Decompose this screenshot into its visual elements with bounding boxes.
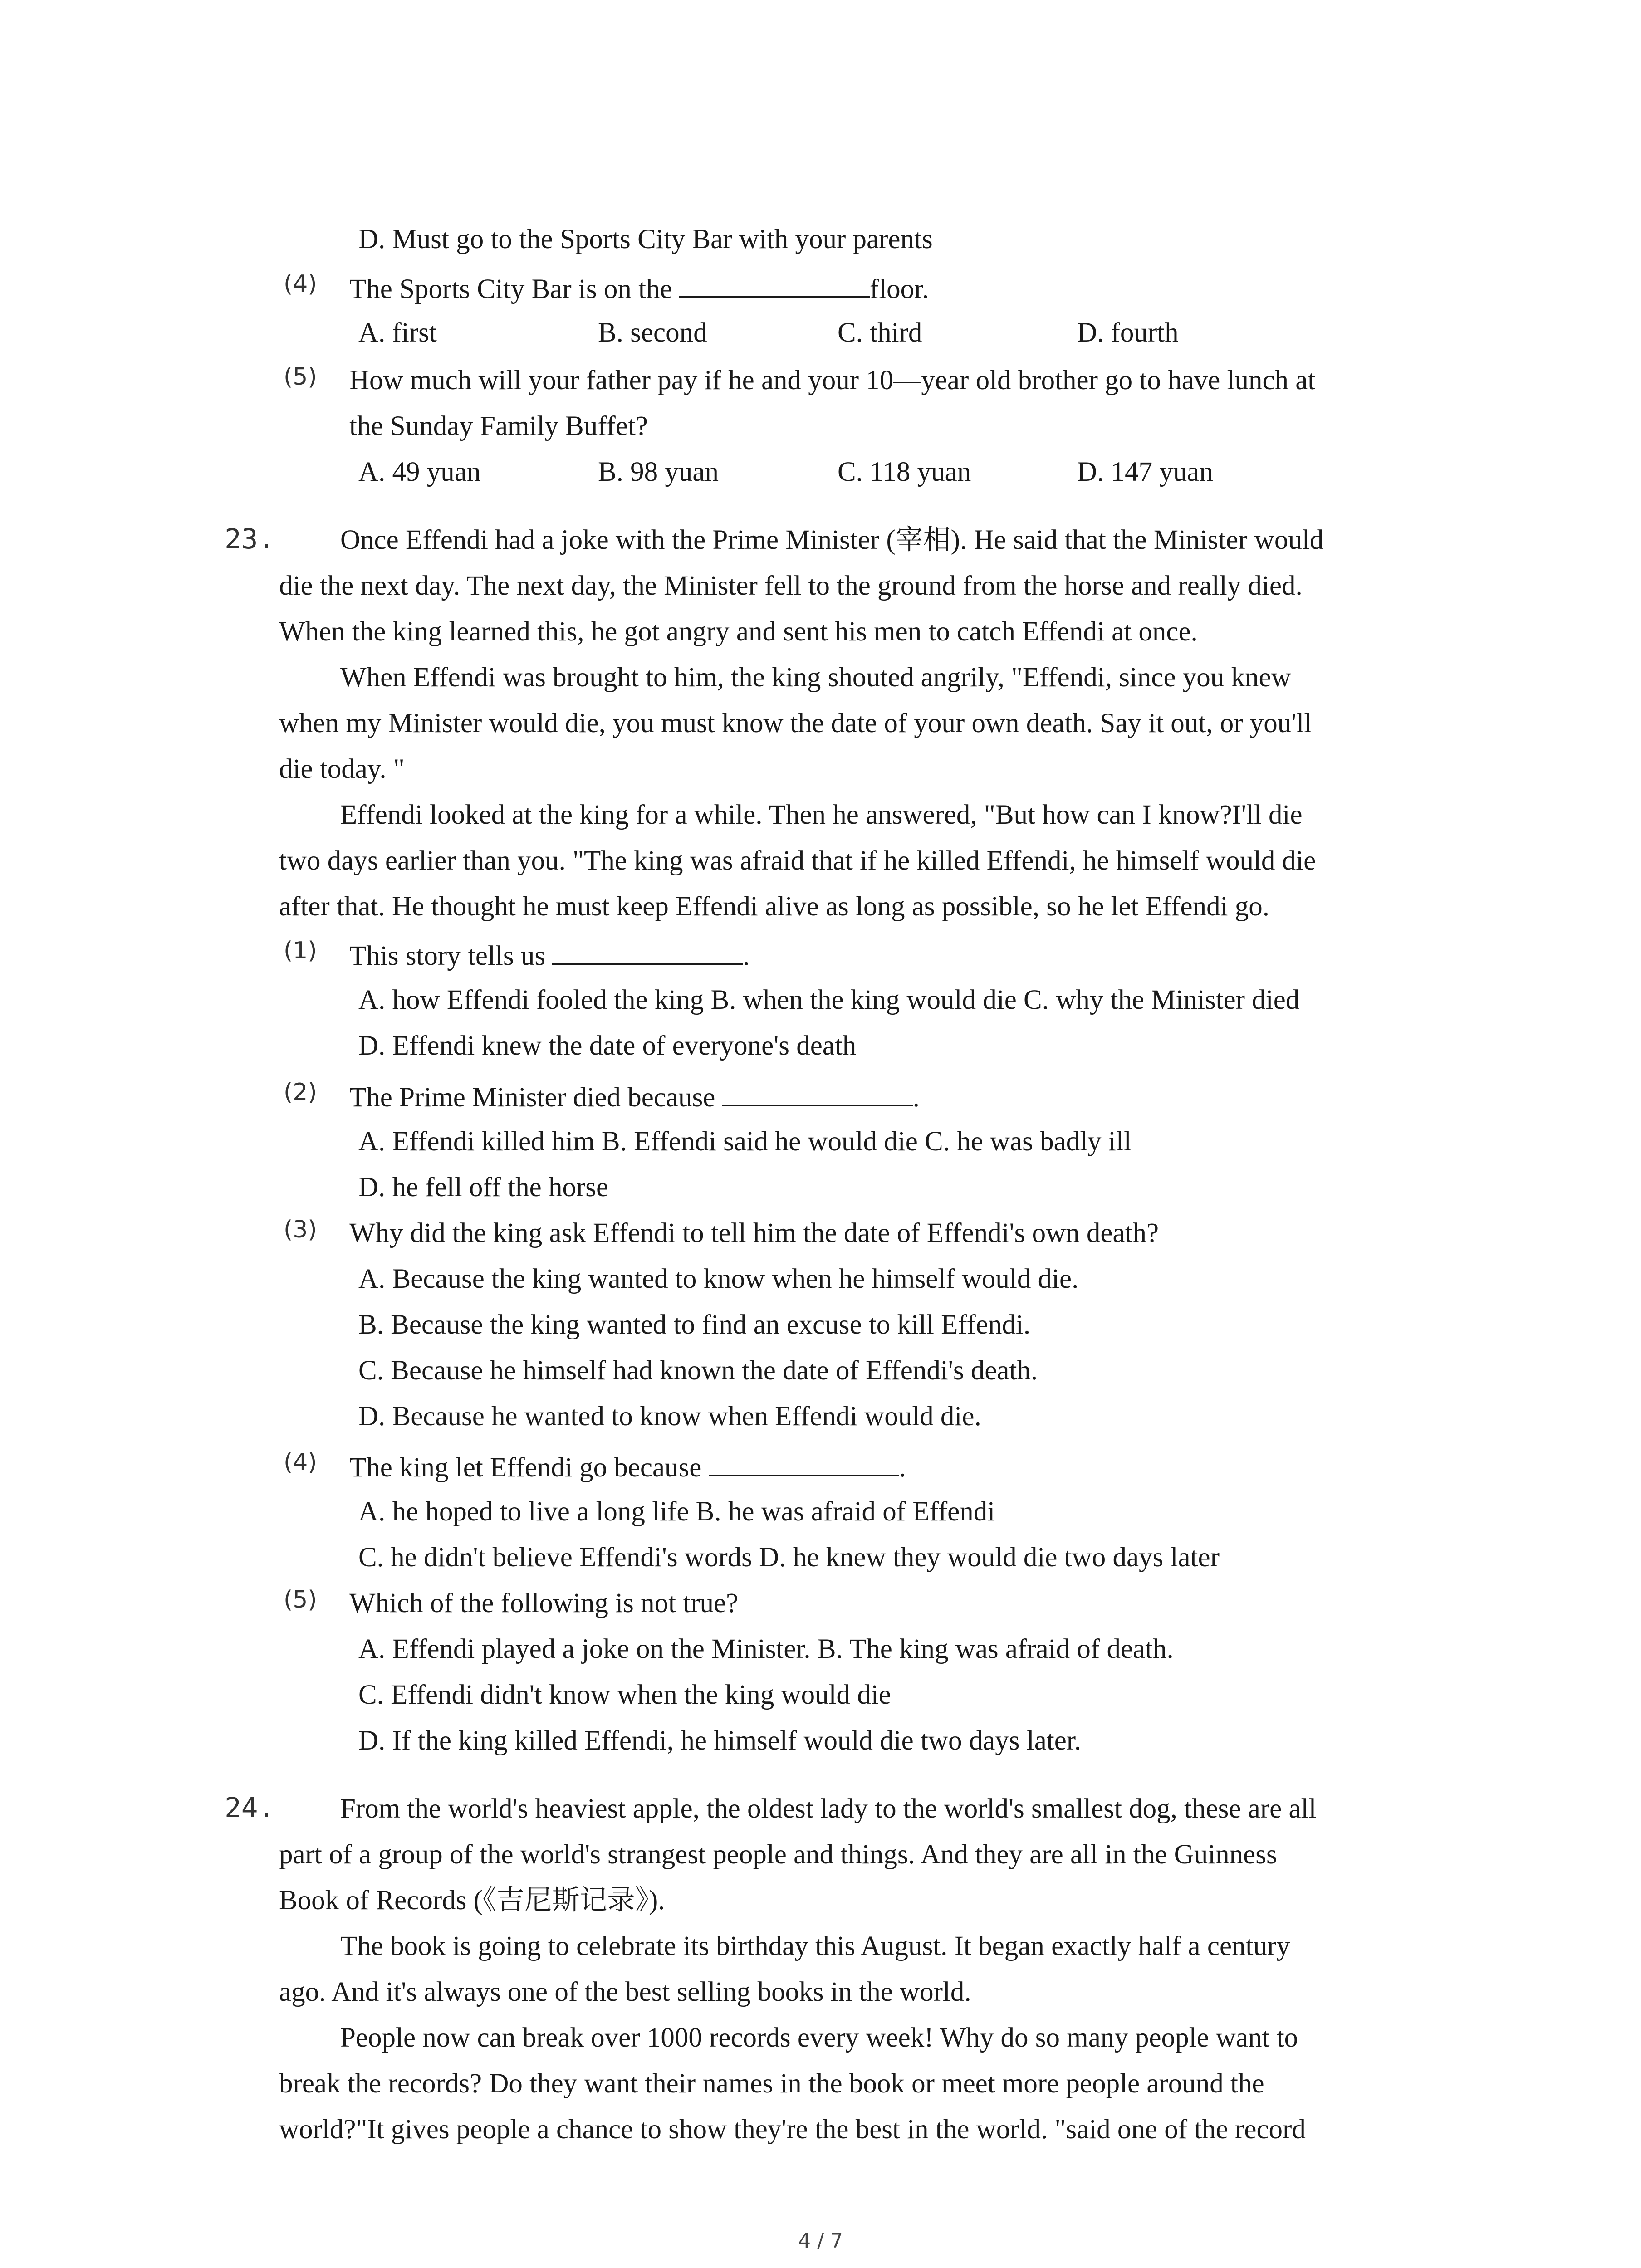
q23-4-stem-text: The king let Effendi go because xyxy=(349,1452,709,1483)
q23-1-options-line2: D. Effendi knew the date of everyone's death xyxy=(358,1031,857,1061)
q23-passage-line: Effendi looked at the king for a while. Then he answered, "But how can I know?I'll die xyxy=(340,800,1303,830)
q22-5-number: (5) xyxy=(284,363,317,391)
q24-passage-line: From the world's heaviest apple, the oldest lady to the world's smallest dog, these are all xyxy=(340,1794,1317,1824)
q24-passage-line: People now can break over 1000 records every week! Why do so many people want to xyxy=(340,2023,1298,2053)
q22-4-stem xyxy=(349,274,929,303)
answer-blank xyxy=(709,1452,899,1476)
q23-1-options-line1: A. how Effendi fooled the king B. when the king would die C. why the Minister died xyxy=(358,985,1300,1015)
q22-4-option-a: A. first xyxy=(358,318,437,348)
q23-3-option-a: A. Because the king wanted to know when he himself would die. xyxy=(358,1264,1079,1294)
q23-2-options-line1: A. Effendi killed him B. Effendi said he would die C. he was badly ill xyxy=(358,1126,1132,1157)
q24-passage-line: break the records? Do they want their names in the book or meet more people around the xyxy=(279,2068,1264,2099)
q23-2-stem-end: . xyxy=(912,1082,920,1113)
q22-4-option-c: C. third xyxy=(838,318,922,348)
q22-4-option-b: B. second xyxy=(598,318,707,348)
answer-blank xyxy=(679,274,870,298)
q22-5-stem-line2: the Sunday Family Buffet? xyxy=(349,411,648,441)
q22-4-number: (4) xyxy=(284,270,317,298)
q22-5-option-a: A. 49 yuan xyxy=(358,457,481,487)
q23-5-options-line2: C. Effendi didn't know when the king would die xyxy=(358,1680,891,1710)
q22-5-option-d: D. 147 yuan xyxy=(1077,457,1213,487)
answer-blank xyxy=(722,1082,913,1106)
q22-5-option-c: C. 118 yuan xyxy=(838,457,971,487)
q22-4-stem-text: The Sports City Bar is on the xyxy=(349,274,679,304)
q23-3-stem: Why did the king ask Effendi to tell him the date of Effendi's own death? xyxy=(349,1218,1159,1248)
q24-number: 24. xyxy=(225,1792,275,1824)
q23-5-stem: Which of the following is not true? xyxy=(349,1588,739,1618)
q22-5-stem-line1: How much will your father pay if he and your 10—year old brother go to have lunch at xyxy=(349,365,1316,396)
q23-passage-line: when my Minister would die, you must know the date of your own death. Say it out, or you'll xyxy=(279,708,1312,738)
q22-option-d: D. Must go to the Sports City Bar with your parents xyxy=(358,224,933,254)
q23-passage-line: When the king learned this, he got angry and sent his men to catch Effendi at once. xyxy=(279,616,1198,647)
q24-passage-line: world?"It gives people a chance to show they're the best in the world. "said one of the record xyxy=(279,2114,1306,2145)
q24-passage-line: Book of Records (《吉尼斯记录》). xyxy=(279,1885,665,1916)
q23-4-options-line1: A. he hoped to live a long life B. he was afraid of Effendi xyxy=(358,1496,995,1527)
q23-1-stem-text: This story tells us xyxy=(349,941,553,971)
q23-4-stem-end: . xyxy=(899,1452,906,1483)
q23-2-stem xyxy=(349,1082,920,1111)
q23-1-stem-end: . xyxy=(743,941,750,971)
q23-number: 23. xyxy=(225,523,275,555)
q23-5-options-line1: A. Effendi played a joke on the Minister. B. The king was afraid of death. xyxy=(358,1634,1174,1664)
q23-passage-line: Once Effendi had a joke with the Prime Minister (宰相). He said that the Minister would xyxy=(340,525,1324,555)
q24-passage-line: part of a group of the world's strangest people and things. And they are all in the Guinness xyxy=(279,1839,1277,1870)
q23-2-number: (2) xyxy=(284,1079,317,1106)
q23-5-number: (5) xyxy=(284,1586,317,1613)
q23-3-number: (3) xyxy=(284,1216,317,1243)
q23-3-option-c: C. Because he himself had known the date of Effendi's death. xyxy=(358,1355,1038,1386)
q23-4-number: (4) xyxy=(284,1449,317,1476)
q23-4-stem xyxy=(349,1452,906,1481)
page-number: 4 / 7 xyxy=(798,2229,843,2253)
q23-passage-line: after that. He thought he must keep Effendi alive as long as possible, so he let Effendi go. xyxy=(279,891,1270,922)
q23-3-option-b: B. Because the king wanted to find an excuse to kill Effendi. xyxy=(358,1310,1031,1340)
q23-passage-line: When Effendi was brought to him, the king shouted angrily, "Effendi, since you knew xyxy=(340,662,1291,693)
q24-passage-line: ago. And it's always one of the best selling books in the world. xyxy=(279,1977,971,2007)
q23-2-options-line2: D. he fell off the horse xyxy=(358,1172,609,1202)
q23-5-options-line3: D. If the king killed Effendi, he himself would die two days later. xyxy=(358,1725,1081,1756)
q23-passage-line: two days earlier than you. "The king was afraid that if he killed Effendi, he himself would die xyxy=(279,846,1316,876)
q23-4-options-line2: C. he didn't believe Effendi's words D. he knew they would die two days later xyxy=(358,1542,1220,1573)
q22-4-stem-end: floor. xyxy=(869,274,929,304)
answer-blank xyxy=(552,940,743,965)
q23-1-number: (1) xyxy=(284,937,317,964)
q23-2-stem-text: The Prime Minister died because xyxy=(349,1082,722,1113)
q22-5-option-b: B. 98 yuan xyxy=(598,457,719,487)
q23-passage-line: die today. " xyxy=(279,754,405,784)
q22-4-option-d: D. fourth xyxy=(1077,318,1179,348)
q24-passage-line: The book is going to celebrate its birthday this August. It began exactly half a century xyxy=(340,1931,1290,1961)
q23-1-stem xyxy=(349,940,750,970)
q23-3-option-d: D. Because he wanted to know when Effendi would die. xyxy=(358,1401,981,1432)
q23-passage-line: die the next day. The next day, the Minister fell to the ground from the horse and really died. xyxy=(279,571,1303,601)
